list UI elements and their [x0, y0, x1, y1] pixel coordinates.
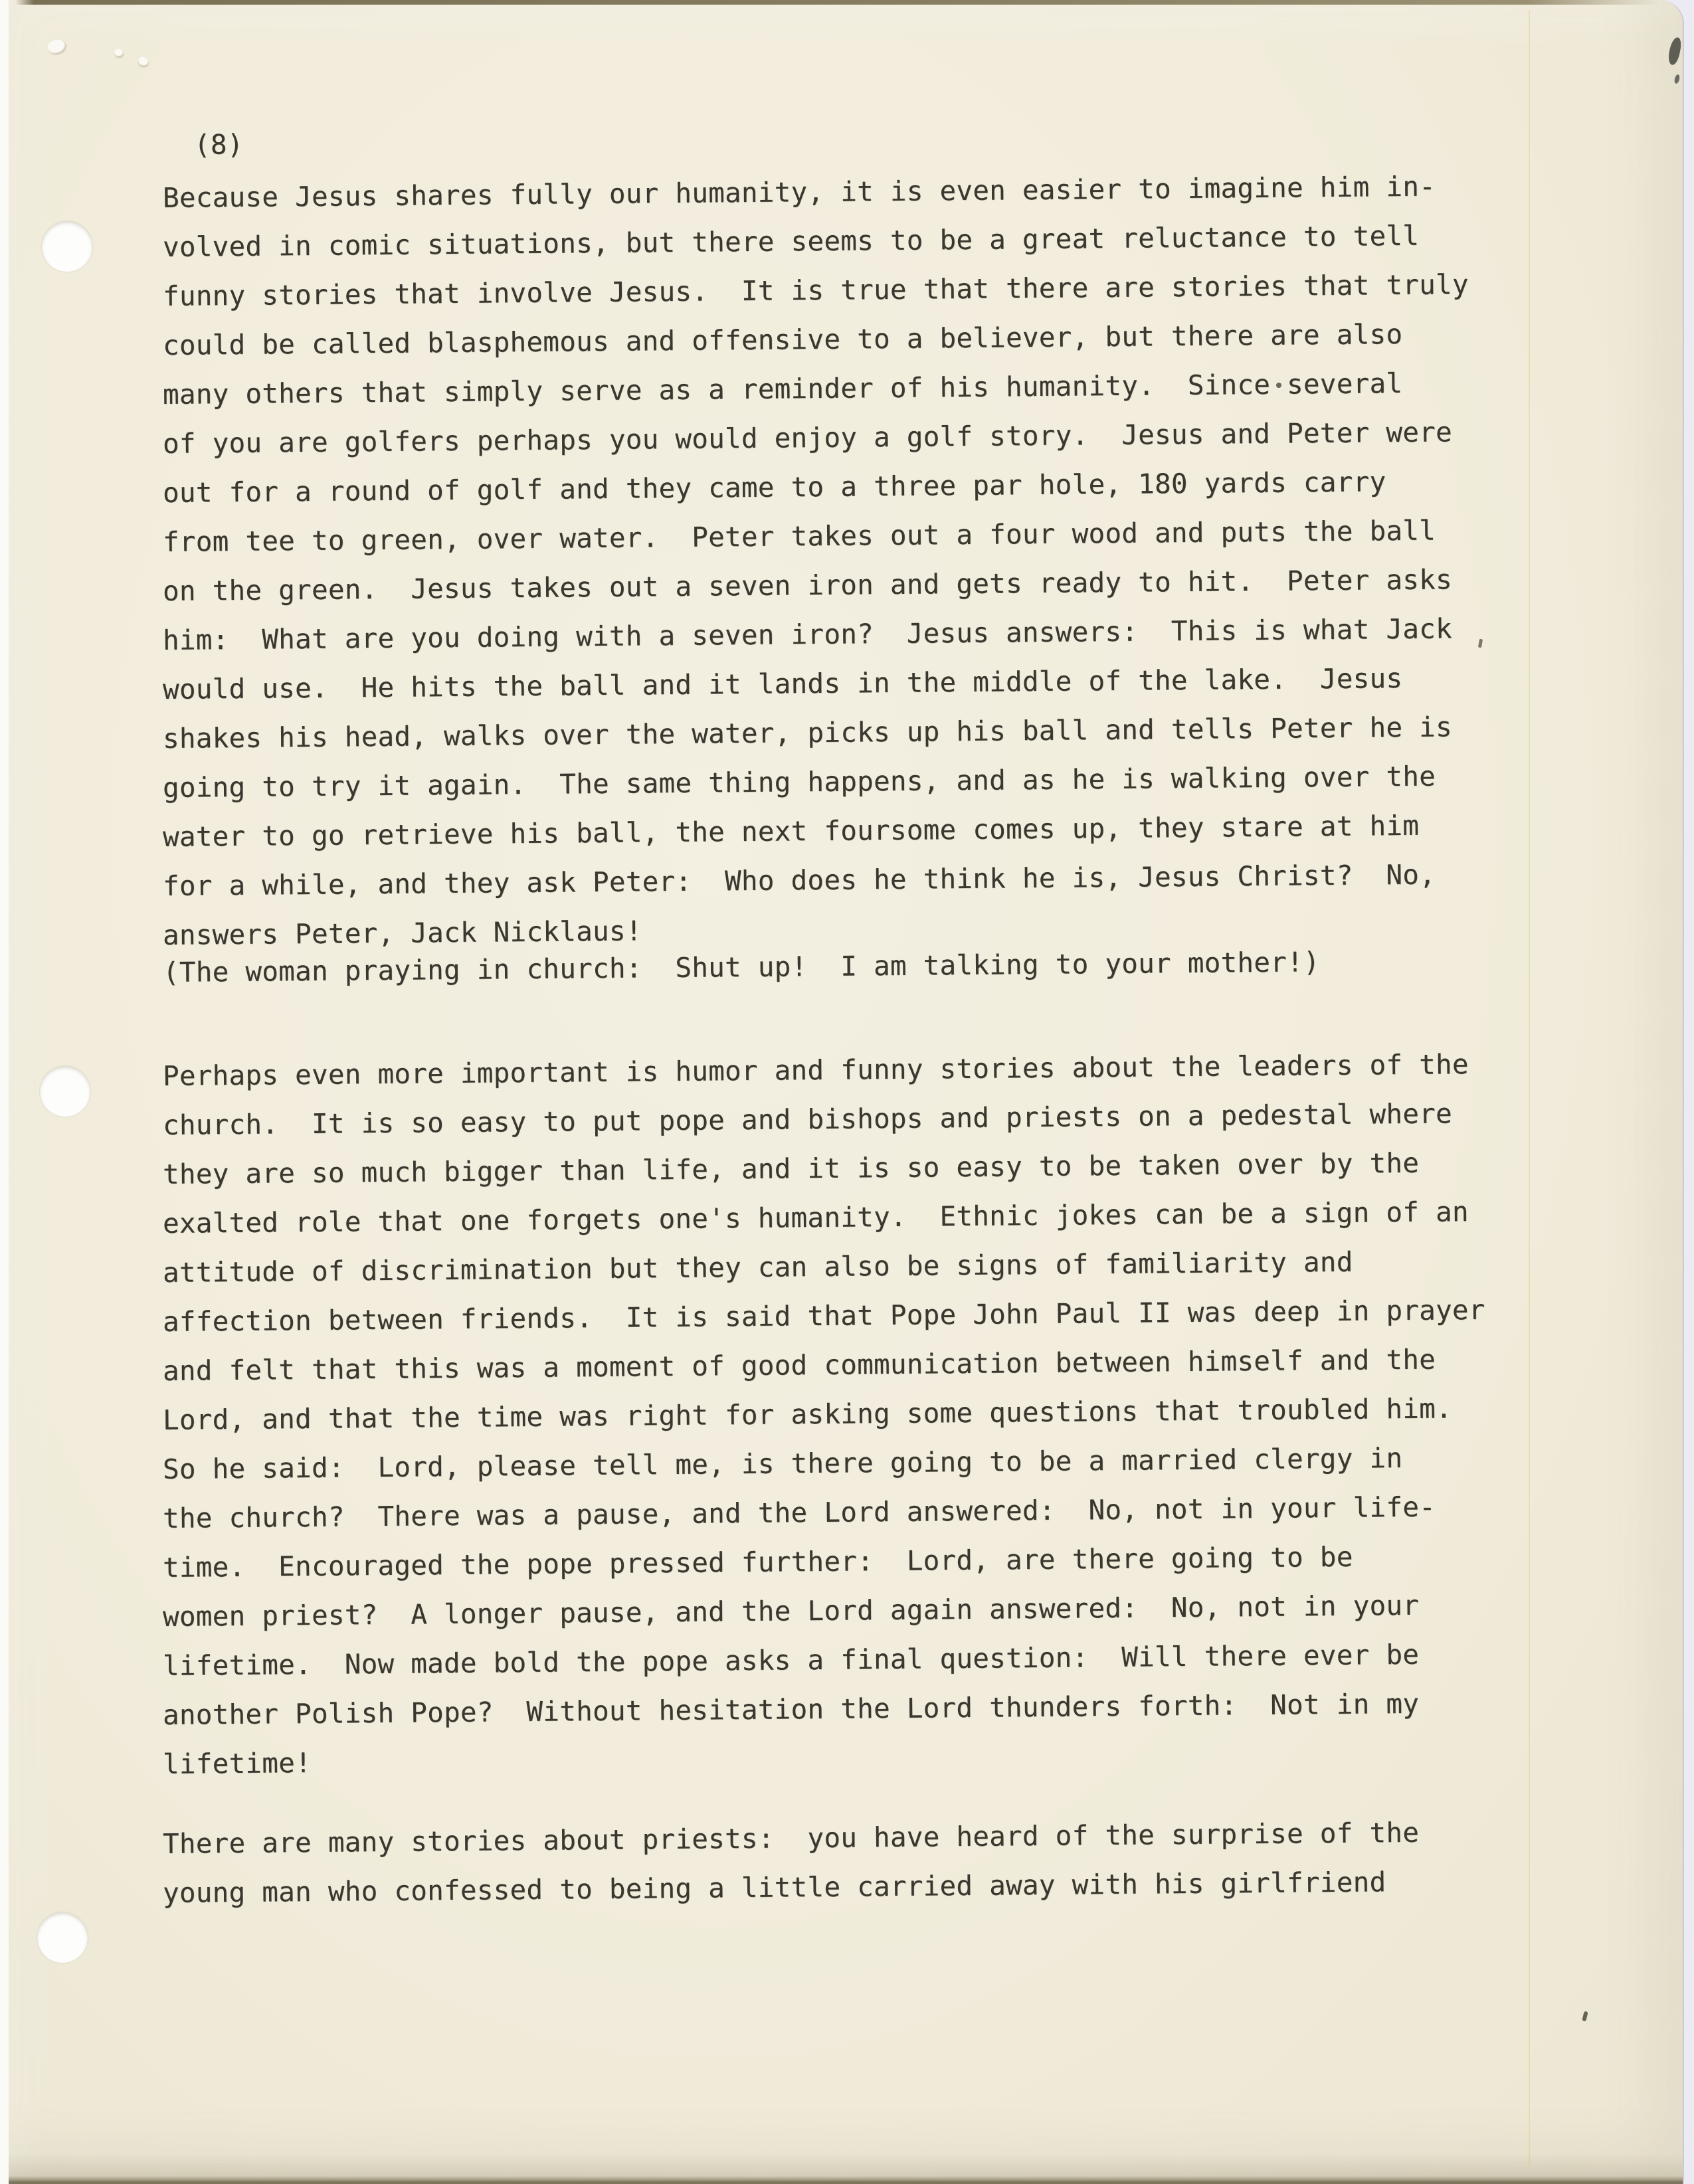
text-line: answers Peter, Jack Nicklaus!: [162, 915, 642, 951]
text-line: So he said: Lord, please tell me, is there going to be a married clergy in: [162, 1442, 1403, 1485]
text-line: of you are golfers perhaps you would enjoy a golf story. Jesus and Peter were: [162, 416, 1453, 460]
scan-streak: [1529, 10, 1530, 2165]
text-line: (The woman praying in church: Shut up! I am talking to your mother!): [162, 946, 1321, 988]
punch-hole: [40, 1066, 90, 1117]
stray-mark: [1478, 639, 1483, 648]
text-line: could be called blasphemous and offensive to a believer, but there are also: [162, 318, 1403, 361]
text-line: for a while, and they ask Peter: Who does he think he is, Jesus Christ? No,: [162, 858, 1436, 902]
text-line: him: What are you doing with a seven iron? Jesus answers: This is what Jack: [162, 612, 1453, 656]
punch-hole: [42, 221, 92, 272]
text-line: from tee to green, over water. Peter takes out a four wood and puts the ball: [162, 514, 1436, 558]
page-bottom-edge: [9, 2176, 1683, 2184]
paper-dent: [138, 56, 149, 67]
punch-hole: [37, 1912, 88, 1963]
text-line: Because Jesus shares fully our humanity, it is even easier to imagine him in-: [162, 170, 1436, 214]
page-number: (8): [193, 128, 244, 161]
text-line: Lord, and that the time was right for asking some questions that troubled him.: [162, 1392, 1453, 1436]
text-line: out for a round of golf and they came to a three par hole, 180 yards carry: [162, 466, 1386, 509]
ink-smudge: [1673, 74, 1680, 84]
text-line: lifetime!: [162, 1746, 312, 1780]
text-line: another Polish Pope? Without hesitation the Lord thunders forth: Not in my: [162, 1687, 1420, 1731]
text-line: they are so much bigger than life, and it is so easy to be taken over by the: [162, 1146, 1420, 1190]
text-line: volved in comic situations, but there seems to be a great reluctance to tell: [162, 219, 1420, 263]
text-line: the church? There was a pause, and the Lord answered: No, not in your life-: [162, 1491, 1436, 1534]
text-line: There are many stories about priests: you have heard of the surprise of the: [162, 1816, 1420, 1860]
scanner-left-edge: [0, 0, 9, 2184]
page-top-edge: [15, 0, 1660, 5]
ink-smudge: [1667, 37, 1682, 66]
text-line: going to try it again. The same thing happens, and as he is walking over the: [162, 760, 1436, 804]
text-line: attitude of discrimination but they can also be signs of familiarity and: [162, 1245, 1353, 1289]
text-line: women priest? A longer pause, and the Lord again answered: No, not in your: [162, 1589, 1420, 1633]
scanned-document-page: [9, 0, 1684, 2184]
text-line: on the green. Jesus takes out a seven iron and gets ready to hit. Peter asks: [162, 563, 1453, 607]
text-line: shakes his head, walks over the water, picks up his ball and tells Peter he is: [162, 711, 1453, 755]
text-line: would use. He hits the ball and it lands in the middle of the lake. Jesus: [162, 662, 1403, 705]
text-line: and felt that this was a moment of good communication between himself and the: [162, 1343, 1436, 1387]
paper-speck: [1582, 2011, 1588, 2021]
text-line: many others that simply serve as a reminder of his humanity. Since several: [162, 367, 1403, 410]
paper-dent: [46, 37, 66, 56]
text-line: funny stories that involve Jesus. It is true that there are stories that truly: [162, 268, 1469, 312]
paper-dent: [114, 49, 123, 56]
text-line: time. Encouraged the pope pressed further: Lord, are there going to be: [162, 1540, 1353, 1584]
text-line: lifetime. Now made bold the pope asks a final question: Will there ever be: [162, 1638, 1420, 1682]
text-line: exalted role that one forgets one's humanity. Ethnic jokes can be a sign of an: [162, 1196, 1469, 1239]
text-line: young man who confessed to being a little carried away with his girlfriend: [162, 1866, 1386, 1909]
text-line: affection between friends. It is said that Pope John Paul II was deep in prayer: [162, 1293, 1485, 1338]
text-line: water to go retrieve his ball, the next foursome comes up, they stare at him: [162, 809, 1420, 853]
text-line: Perhaps even more important is humor and funny stories about the leaders of the: [162, 1048, 1469, 1092]
text-line: church. It is so easy to put pope and bishops and priests on a pedestal where: [162, 1097, 1453, 1141]
